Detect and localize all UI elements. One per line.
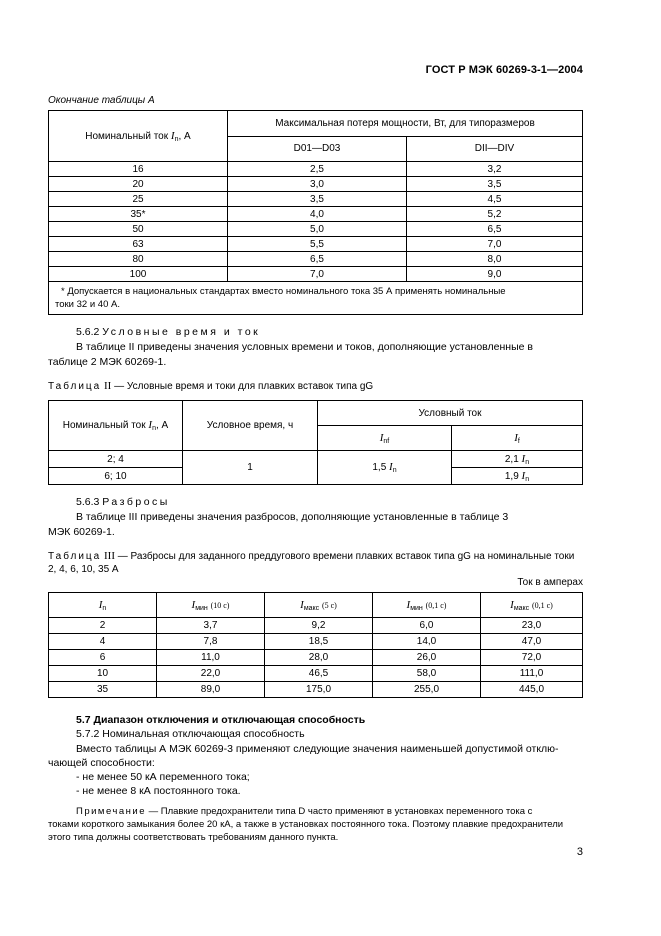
list-item: - не менее 50 кА переменного тока; bbox=[76, 771, 250, 783]
note-line1: Примечание — Плавкие предохранители типа D часто применяют в установках переменного тока с bbox=[76, 806, 533, 817]
table-a-header-dii: DII—DIV bbox=[407, 136, 583, 162]
table-a-header-current: Номинальный ток $I_n$, А bbox=[49, 111, 228, 162]
table-ii bbox=[48, 400, 583, 485]
table-ii-header-inf: $I_{nf}$ bbox=[318, 426, 452, 451]
table-ii-caption: Таблица II — Условные время и токи для плавких вставок типа gG bbox=[48, 380, 374, 392]
table-a-caption: Окончание таблицы А bbox=[48, 95, 155, 106]
section-5-6-3-line2: МЭК 60269-1. bbox=[48, 526, 115, 538]
table-row: 6 11,0 28,0 26,0 72,0 bbox=[49, 650, 583, 666]
table-iii-header-imax-5s: $I_{макс}$ (5 с) bbox=[265, 593, 373, 618]
section-5-7-2-heading: 5.7.2 Номинальная отключающая способность bbox=[76, 728, 305, 740]
table-row: 100 7,0 9,0 bbox=[49, 267, 583, 282]
note-line2: токами короткого замыкания более 20 кА, а также в установках постоянного тока. Поэтому плавкие предохранители bbox=[48, 819, 564, 830]
table-row: 80 6,5 8,0 bbox=[49, 252, 583, 267]
table-row: 2; 4 1 1,5 $I_n$ 2,1 $I_n$ bbox=[49, 451, 583, 468]
table-row: 25 3,5 4,5 bbox=[49, 192, 583, 207]
section-5-6-2-line1: В таблице II приведены значения условных времени и токов, дополняющие установленные в bbox=[76, 341, 533, 353]
table-a bbox=[48, 110, 583, 315]
table-row: 16 2,5 3,2 bbox=[49, 162, 583, 177]
section-5-6-2-line2: таблице 2 МЭК 60269-1. bbox=[48, 356, 167, 368]
section-5-6-3-line1: В таблице III приведены значения разбросов, дополняющие установленные в таблице 3 bbox=[76, 511, 509, 523]
table-a-header-d01: D01—D03 bbox=[228, 136, 407, 162]
table-iii-caption-line2: 2, 4, 6, 10, 35 А bbox=[48, 564, 119, 575]
table-a-header-group: Максимальная потеря мощности, Вт, для типоразмеров bbox=[228, 111, 583, 137]
table-row: 20 3,0 3,5 bbox=[49, 177, 583, 192]
table-iii-header-imin-10s: $I_{мин}$ (10 с) bbox=[157, 593, 265, 618]
table-row: 6; 10 1,9 $I_n$ bbox=[49, 468, 583, 485]
section-5-7-2-line1: Вместо таблицы А МЭК 60269-3 применяют следующие значения наименьшей допустимой отклю- bbox=[76, 743, 559, 755]
table-ii-header-group: Условный ток bbox=[318, 401, 583, 426]
page-number: 3 bbox=[576, 846, 583, 858]
section-5-6-3-heading: 5.6.3 Разбросы bbox=[76, 496, 170, 508]
table-ii-header-time: Условное время, ч bbox=[183, 401, 318, 451]
section-5-6-2-heading: 5.6.2 Условные время и ток bbox=[76, 326, 261, 338]
table-iii-header-imin-01s: $I_{мин}$ (0,1 с) bbox=[373, 593, 481, 618]
list-item: - не менее 8 кА постоянного тока. bbox=[76, 785, 241, 797]
table-iii-caption: Таблица III — Разбросы для заданного преддугового времени плавких вставок типа gG на номинальные токи bbox=[48, 550, 575, 562]
table-iii-header-imax-01s: $I_{макс}$ (0,1 с) bbox=[481, 593, 583, 618]
table-iii bbox=[48, 592, 583, 698]
table-row: 2 3,7 9,2 6,0 23,0 bbox=[49, 618, 583, 634]
section-5-7-2-line2: чающей способности: bbox=[48, 757, 155, 769]
table-row: 4 7,8 18,5 14,0 47,0 bbox=[49, 634, 583, 650]
note-line3: этого типа должны соответствовать требованиям данного пункта. bbox=[48, 832, 339, 843]
table-iii-units: Ток в амперах bbox=[517, 577, 583, 588]
table-row: 50 5,0 6,5 bbox=[49, 222, 583, 237]
section-5-7-heading: 5.7 Диапазон отключения и отключающая способность bbox=[76, 714, 366, 726]
table-iii-header-in: $I_n$ bbox=[49, 593, 157, 618]
table-ii-header-if: $I_f$ bbox=[452, 426, 583, 451]
table-row: 35 89,0 175,0 255,0 445,0 bbox=[49, 682, 583, 698]
table-row: 63 5,5 7,0 bbox=[49, 237, 583, 252]
table-row: 10 22,0 46,5 58,0 111,0 bbox=[49, 666, 583, 682]
table-row: 35* 4,0 5,2 bbox=[49, 207, 583, 222]
table-a-footnote: * Допускается в национальных стандартах вместо номинального тока 35 А применять номинальные токи 32 и 40 А. bbox=[49, 282, 583, 315]
table-ii-header-current: Номинальный ток $I_n$, А bbox=[49, 401, 183, 451]
standard-header: ГОСТ Р МЭК 60269-3-1—2004 bbox=[425, 64, 583, 76]
